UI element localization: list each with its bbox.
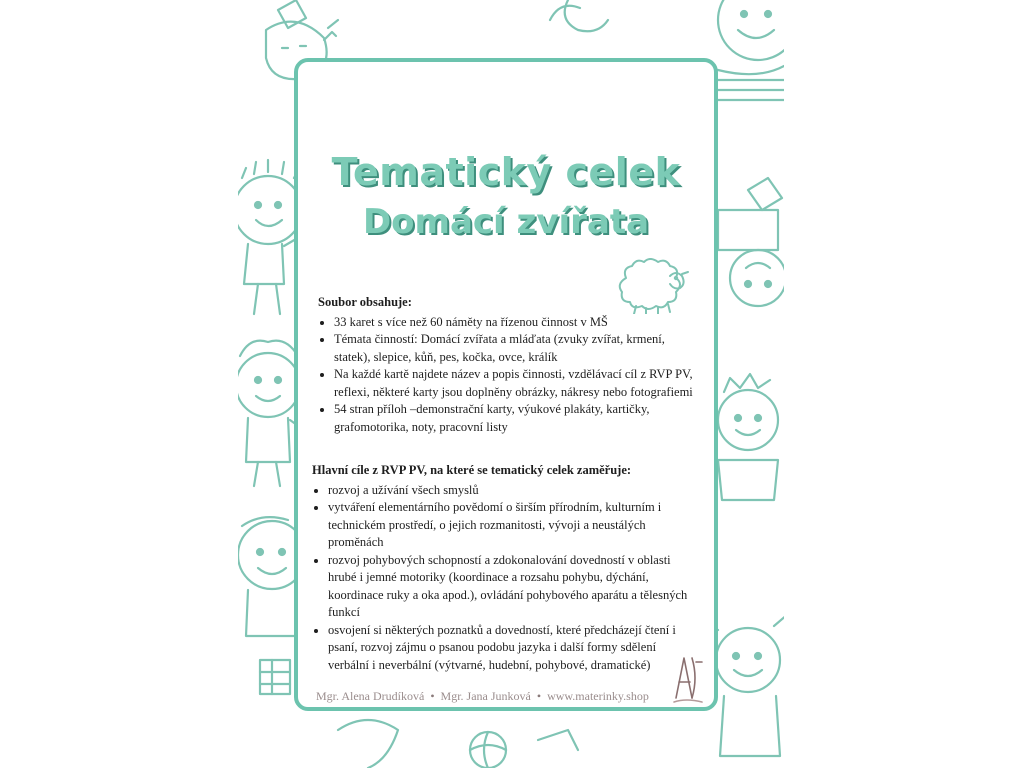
footer — [316, 689, 649, 704]
list-item: • Témata činností: Domácí zvířata a mláďata (zvuky zvířat, krmení, statek), slepice, kůň, pes, kočka, ovce, králík — [334, 331, 698, 366]
author-1: Mgr. Alena Drudíková — [316, 689, 425, 703]
list-item: • rozvoj pohybových schopností a zdokonalování dovedností v oblasti hrubé i jemné motoriky (koordinace a rozsahu pohybu, dýchání, koordinace ruky a oka apod.), ovládání pohybového aparátu a tělesných funkcí — [328, 552, 698, 622]
list-item: • osvojení si některých poznatků a dovedností, které předcházejí čtení i psaní, rozvoj zájmu o psanou podobu jazyka i další formy sdělení verbální i neverbální (výtvarné, hudební, pohybové, dramatické) — [328, 622, 698, 675]
website-link[interactable]: www.materinky.shop — [547, 689, 649, 703]
list-item: • 33 karet s více než 60 náměty na řízenou činnost v MŠ — [334, 314, 698, 332]
list-item: • vytváření elementárního povědomí o širším přírodním, kulturním i technickém prostředí, o jejich rozmanitosti, vývoji a neustálých proměnách — [328, 499, 698, 552]
separator: • — [430, 689, 435, 703]
contents-list — [318, 314, 698, 437]
goals-heading: Hlavní cíle z RVP PV, na které se tematický celek zaměřuje: — [312, 463, 632, 477]
goals-list — [312, 482, 698, 675]
author-2: Mgr. Jana Junková — [440, 689, 531, 703]
title-line-1: Tematický celek — [331, 150, 681, 194]
contents-section — [318, 294, 698, 436]
list-item: • rozvoj a užívání všech smyslů — [328, 482, 698, 500]
goals-section — [312, 462, 698, 674]
contents-heading: Soubor obsahuje: — [318, 295, 412, 309]
list-item: • Na každé kartě najdete název a popis činnosti, vzdělávací cíl z RVP PV, reflexi, některé karty jsou doplněny obrázky, nákresy nebo fotografiemi — [334, 366, 698, 401]
separator: • — [536, 689, 542, 703]
materinky-logo-icon — [668, 650, 708, 711]
list-item: • 54 stran příloh –demonstrační karty, výukové plakáty, kartičky, grafomotorika, noty, pracovní listy — [334, 401, 698, 436]
content-card — [294, 58, 718, 711]
title-line-2: Domácí zvířata — [362, 202, 650, 242]
